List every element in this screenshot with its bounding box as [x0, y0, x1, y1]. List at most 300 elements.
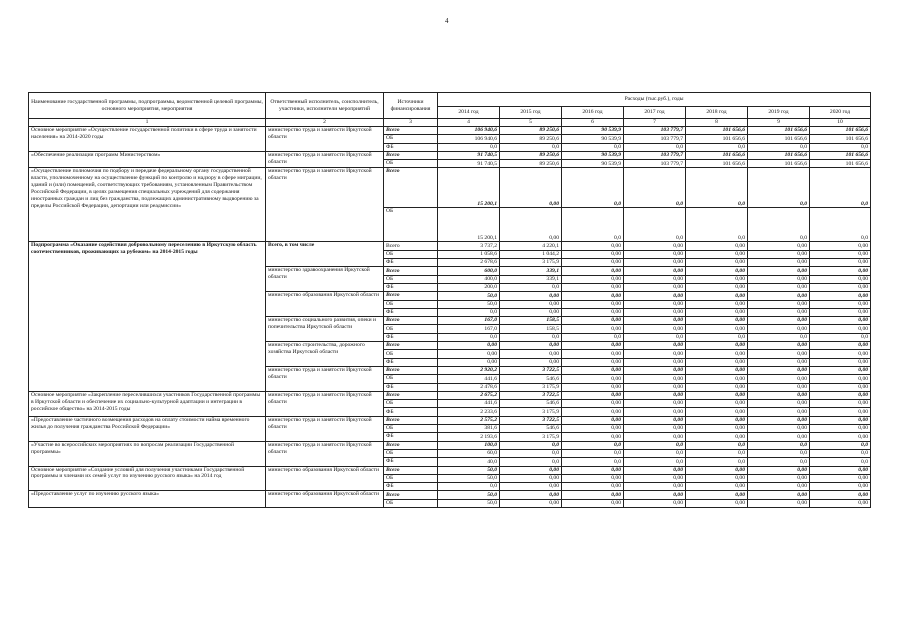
expense-value: 0,00 [810, 259, 871, 267]
expense-value: 0,00 [562, 383, 624, 391]
expense-value: 103 779,7 [624, 127, 686, 135]
expense-value: 2 920,2 [438, 366, 500, 374]
expense-value: 0,00 [562, 416, 624, 424]
expense-value: 0,00 [624, 375, 686, 383]
expense-value: 0,0 [624, 458, 686, 466]
expense-value: 0,00 [686, 350, 748, 358]
expense-value: 0,00 [686, 474, 748, 482]
expense-value: 0,0 [500, 333, 562, 341]
expense-value: 0,00 [500, 308, 562, 316]
expense-value: 2 678,6 [438, 259, 500, 267]
header-year: 2014 год [438, 107, 500, 119]
expense-value: 0,00 [624, 491, 686, 499]
expense-value: 89 250,6 [500, 160, 562, 168]
expense-value: 0,00 [624, 308, 686, 316]
expense-value: 0,00 [624, 499, 686, 507]
funding-source: Всего [384, 491, 438, 499]
expense-value: 0,00 [748, 499, 810, 507]
funding-source: ОБ [384, 449, 438, 457]
expense-value: 0,00 [562, 408, 624, 416]
expense-value: 0,0 [500, 441, 562, 449]
expense-value: 0,00 [686, 491, 748, 499]
expense-value: 0,00 [686, 250, 748, 258]
header-year: 2020 год [810, 107, 871, 119]
expense-value: 0,00 [810, 300, 871, 308]
expense-value: 0,00 [810, 283, 871, 291]
expense-value: 0,00 [810, 499, 871, 507]
expense-value: 339,1 [500, 267, 562, 275]
expense-value: 0,00 [810, 342, 871, 350]
expense-value: 2 675,2 [438, 391, 500, 399]
funding-source: ОБ [384, 474, 438, 482]
expense-value: 0,00 [686, 259, 748, 267]
expense-value: 0,00 [748, 267, 810, 275]
expense-value: 167,0 [438, 325, 500, 333]
expense-value: 0,0 [624, 449, 686, 457]
expense-value: 3 175,9 [500, 408, 562, 416]
expense-value: 0,00 [562, 391, 624, 399]
expense-value: 50,0 [438, 466, 500, 474]
expense-value: 167,0 [438, 317, 500, 325]
expense-value: 0,00 [500, 474, 562, 482]
expense-value: 441,6 [438, 375, 500, 383]
expense-value: 0,00 [500, 491, 562, 499]
expense-value: 0,0 [748, 449, 810, 457]
expense-value: 101 656,6 [748, 127, 810, 135]
expense-value: 0,00 [686, 499, 748, 507]
expense-value: 0,0 [438, 143, 500, 151]
funding-source: Всего [384, 391, 438, 399]
item-name: «Предоставление частичного возмещения расходов на оплату стоимости найма временного жилья до получения гражданства Российской Федерации» [29, 416, 266, 441]
table-row [29, 151, 871, 159]
expense-value: 400,0 [438, 275, 500, 283]
item-executor: Всего, в том числе [266, 242, 384, 267]
expense-value: 0,00 [562, 499, 624, 507]
expense-value: 0,0 [810, 449, 871, 457]
expense-value: 0,0 [686, 333, 748, 341]
column-number: 1 [29, 119, 266, 127]
expense-value: 0,00 [686, 425, 748, 433]
expense-value: 0,00 [562, 433, 624, 441]
expense-value: 3 722,5 [500, 366, 562, 374]
funding-source: ФБ [384, 458, 438, 466]
expense-value: 0,00 [562, 267, 624, 275]
expense-value: 4 220,1 [500, 242, 562, 250]
expense-value: 0,00 [748, 474, 810, 482]
expense-value: 600,0 [438, 267, 500, 275]
expense-value: 0,00 [686, 325, 748, 333]
expense-value: 0,00 [748, 308, 810, 316]
expense-value: 0,00 [562, 483, 624, 491]
expense-value: 101 656,6 [748, 151, 810, 159]
expense-value: 381,6 [438, 425, 500, 433]
expense-value: 0,00 [810, 383, 871, 391]
expense-value: 0,00 [624, 292, 686, 300]
expense-value: 50,0 [438, 499, 500, 507]
expense-value: 101 656,6 [686, 151, 748, 159]
expense-value: 0,00 [500, 499, 562, 507]
expense-value: 101 656,6 [810, 160, 871, 168]
expense-value: 0,00 [748, 283, 810, 291]
expense-value: 0,00 [686, 391, 748, 399]
funding-source: ФБ [384, 308, 438, 316]
budget-table [28, 92, 871, 508]
column-number: 2 [266, 119, 384, 127]
expense-value: 0,00 [562, 308, 624, 316]
expense-value: 0,00 [810, 275, 871, 283]
expense-value: 0,00 [686, 283, 748, 291]
expense-value: 0,00 [500, 208, 562, 242]
expense-value: 0,00 [562, 250, 624, 258]
expense-value: 0,00 [810, 375, 871, 383]
expense-value: 0,00 [562, 275, 624, 283]
expense-value: 0,00 [562, 242, 624, 250]
expense-value: 0,0 [686, 441, 748, 449]
item-name: Подпрограмма «Оказание содействия добровольному переселению в Иркутскую область соотечественников, проживающих за рубежом» на 2014-2015 годы [29, 242, 266, 391]
expense-value: 0,00 [748, 391, 810, 399]
expense-value: 0,0 [686, 143, 748, 151]
expense-value: 0,00 [686, 400, 748, 408]
expense-value: 0,00 [810, 391, 871, 399]
expense-value: 339,1 [500, 275, 562, 283]
expense-value: 0,00 [500, 466, 562, 474]
funding-source: ОБ [384, 250, 438, 258]
header-year: 2015 год [500, 107, 562, 119]
funding-source: ОБ [384, 135, 438, 143]
expense-value: 103 779,7 [624, 160, 686, 168]
expense-value: 0,0 [562, 143, 624, 151]
item-executor: министерство труда и занятости Иркутской области [266, 127, 384, 152]
expense-value: 0,0 [438, 483, 500, 491]
column-number: 5 [500, 119, 562, 127]
expense-value: 546,6 [500, 400, 562, 408]
expense-value: 0,00 [500, 292, 562, 300]
expense-value: 0,00 [686, 308, 748, 316]
table-row [29, 242, 871, 250]
expense-value: 101 656,6 [686, 135, 748, 143]
funding-source: ФБ [384, 259, 438, 267]
expense-value: 0,0 [748, 208, 810, 242]
funding-source: ОБ [384, 400, 438, 408]
item-name: «Участие во всероссийских мероприятиях по вопросам реализации Государственной программы» [29, 441, 266, 466]
expense-value: 91 740,5 [438, 151, 500, 159]
expense-value: 0,0 [562, 458, 624, 466]
expense-value: 0,00 [748, 400, 810, 408]
item-name: «Предоставление услуг по изучению русского языка» [29, 491, 266, 508]
funding-source: ФБ [384, 433, 438, 441]
expense-value: 0,0 [810, 208, 871, 242]
header-year: 2017 год [624, 107, 686, 119]
expense-value: 0,00 [624, 259, 686, 267]
expense-value: 2 478,6 [438, 383, 500, 391]
expense-value: 0,00 [624, 433, 686, 441]
expense-value: 1 044,2 [500, 250, 562, 258]
expense-value: 0,00 [624, 425, 686, 433]
expense-value: 0,0 [500, 143, 562, 151]
expense-value: 0,00 [624, 474, 686, 482]
expense-value: 0,00 [810, 466, 871, 474]
expense-value: 0,00 [438, 342, 500, 350]
item-name: «Осуществление полномочия по подбору и передаче федеральному органу государственной власти, уполномоченному на осуществление функций по контролю и надзору в сфере миграции, зданий и (или) помещений, соответствующих требованиям, установленным Правительством Российской Федерации, в целях размещения специальных учреждений для содержания иностранных граждан и лиц без гражданства, подлежащих административному выдворению за пределы Российской Федерации, депортации или реадмиссии» [29, 168, 266, 242]
item-executor: министерство труда и занятости Иркутской области [266, 416, 384, 441]
header-source: Источники финансирования [384, 93, 438, 119]
expense-value: 200,0 [438, 283, 500, 291]
table-row [29, 416, 871, 424]
expense-value: 0,0 [686, 168, 748, 208]
table-body [29, 127, 871, 508]
expense-value: 0,0 [562, 449, 624, 457]
expense-value: 0,00 [748, 466, 810, 474]
expense-value: 0,00 [810, 242, 871, 250]
expense-value: 0,00 [624, 300, 686, 308]
expense-value: 0,0 [562, 441, 624, 449]
expense-value: 3 722,5 [500, 416, 562, 424]
expense-value: 0,00 [686, 483, 748, 491]
expense-value: 0,00 [624, 242, 686, 250]
expense-value: 15 200,1 [438, 168, 500, 208]
expense-value: 0,0 [810, 143, 871, 151]
expense-value: 0,0 [810, 458, 871, 466]
item-executor: министерство труда и занятости Иркутской области [266, 391, 384, 416]
item-name: Основное мероприятие «Осуществление государственной политики в сфере труда и занятости населения» на 2014-2020 годы [29, 127, 266, 152]
funding-source: ФБ [384, 358, 438, 366]
expense-value: 103 779,7 [624, 135, 686, 143]
expense-value: 0,00 [562, 259, 624, 267]
expense-value: 0,00 [810, 425, 871, 433]
expense-value: 1 058,6 [438, 250, 500, 258]
expense-value: 60,0 [438, 449, 500, 457]
expense-value: 101 656,6 [686, 160, 748, 168]
funding-source: ФБ [384, 408, 438, 416]
item-executor: министерство труда и занятости Иркутской области [266, 151, 384, 168]
expense-value: 546,6 [500, 425, 562, 433]
expense-value: 0,00 [624, 483, 686, 491]
item-name: Основное мероприятие «Закрепление переселившихся участников Государственной программы в Иркутской области и обеспечение их социально-культурной адаптации и интеграции в российское общество» на 2014-2015 годы [29, 391, 266, 416]
expense-value: 0,00 [810, 400, 871, 408]
funding-source: ФБ [384, 283, 438, 291]
expense-value: 3 175,9 [500, 383, 562, 391]
funding-source: ОБ [384, 300, 438, 308]
expense-value: 0,00 [748, 433, 810, 441]
expense-value: 0,00 [438, 350, 500, 358]
expense-value: 0,00 [748, 300, 810, 308]
table-row [29, 491, 871, 499]
expense-value: 0,00 [562, 375, 624, 383]
expense-value: 0,00 [686, 300, 748, 308]
expense-value: 0,00 [686, 416, 748, 424]
expense-value: 0,00 [562, 317, 624, 325]
expense-value: 2 233,6 [438, 408, 500, 416]
expense-value: 0,0 [748, 143, 810, 151]
funding-source: Всего [384, 416, 438, 424]
expense-value: 0,00 [624, 275, 686, 283]
expense-value: 101 656,6 [810, 127, 871, 135]
expense-value: 0,00 [562, 342, 624, 350]
expense-value: 0,00 [562, 292, 624, 300]
expense-value: 0,00 [686, 317, 748, 325]
expense-value: 0,00 [624, 383, 686, 391]
expense-value: 0,00 [686, 292, 748, 300]
column-number: 10 [810, 119, 871, 127]
expense-value: 0,00 [748, 383, 810, 391]
expense-value: 0,00 [810, 416, 871, 424]
expense-value: 0,0 [500, 449, 562, 457]
expense-value: 103 779,7 [624, 151, 686, 159]
expense-value: 0,00 [810, 366, 871, 374]
expense-value: 0,00 [810, 350, 871, 358]
expense-value: 0,0 [500, 283, 562, 291]
expense-value: 3 722,5 [500, 391, 562, 399]
expense-value: 0,00 [686, 466, 748, 474]
expense-value: 0,00 [624, 466, 686, 474]
funding-source: ОБ [384, 375, 438, 383]
expense-value: 0,00 [810, 250, 871, 258]
expense-value: 90 539,9 [562, 160, 624, 168]
expense-value: 0,00 [748, 275, 810, 283]
expense-value: 0,0 [686, 458, 748, 466]
expense-value: 0,00 [748, 375, 810, 383]
expense-value: 0,00 [624, 350, 686, 358]
expense-value: 0,00 [810, 491, 871, 499]
expense-value: 0,00 [686, 408, 748, 416]
item-executor: министерство образования Иркутской области [266, 292, 384, 317]
item-name: «Обеспечение реализации программ Министерством» [29, 151, 266, 168]
expense-value: 0,0 [810, 441, 871, 449]
header-year: 2016 год [562, 107, 624, 119]
expense-value: 158,5 [500, 317, 562, 325]
expense-value: 546,6 [500, 375, 562, 383]
expense-value: 3 175,9 [500, 259, 562, 267]
expense-value: 106 940,6 [438, 127, 500, 135]
expense-value: 0,00 [748, 366, 810, 374]
expense-value: 0,00 [748, 416, 810, 424]
table-row [29, 168, 871, 208]
expense-value: 0,0 [562, 168, 624, 208]
column-number: 7 [624, 119, 686, 127]
expense-value: 0,00 [748, 242, 810, 250]
expense-value: 0,00 [686, 267, 748, 275]
funding-source: Всего [384, 127, 438, 135]
expense-value: 0,00 [810, 483, 871, 491]
expense-value: 0,00 [748, 483, 810, 491]
funding-source: Всего [384, 342, 438, 350]
table-row [29, 391, 871, 399]
expense-value: 0,00 [748, 358, 810, 366]
expense-value: 0,00 [562, 491, 624, 499]
expense-value: 0,0 [810, 333, 871, 341]
expense-value: 0,00 [748, 292, 810, 300]
expense-value: 101 656,6 [686, 127, 748, 135]
expense-value: 0,00 [624, 391, 686, 399]
funding-source: ФБ [384, 143, 438, 151]
expense-value: 0,0 [686, 208, 748, 242]
expense-value: 0,00 [748, 250, 810, 258]
expense-value: 0,0 [748, 458, 810, 466]
expense-value: 90 539,9 [562, 127, 624, 135]
expense-value: 0,00 [624, 342, 686, 350]
expense-value: 0,0 [624, 168, 686, 208]
expense-value: 0,00 [748, 408, 810, 416]
header-year: 2019 год [748, 107, 810, 119]
table-row [29, 441, 871, 449]
expense-value: 50,0 [438, 474, 500, 482]
expense-value: 0,0 [810, 168, 871, 208]
expense-value: 0,00 [562, 466, 624, 474]
funding-source: Всего [384, 242, 438, 250]
expense-value: 0,00 [686, 433, 748, 441]
expense-value: 50,0 [438, 491, 500, 499]
expense-value: 89 250,6 [500, 135, 562, 143]
column-number: 8 [686, 119, 748, 127]
table-row [29, 466, 871, 474]
expense-value: 2 575,2 [438, 416, 500, 424]
expense-value: 0,0 [686, 449, 748, 457]
item-executor: министерство социального развития, опеки и попечительства Иркутской области [266, 317, 384, 342]
expense-value: 0,00 [624, 267, 686, 275]
expense-value: 50,0 [438, 300, 500, 308]
expense-value: 0,00 [624, 366, 686, 374]
expense-value: 101 656,6 [748, 135, 810, 143]
expense-value: 0,00 [562, 300, 624, 308]
expense-value: 0,00 [500, 300, 562, 308]
expense-value: 3 175,9 [500, 433, 562, 441]
funding-source: ОБ [384, 350, 438, 358]
expense-value: 0,00 [686, 342, 748, 350]
expense-value: 0,00 [500, 483, 562, 491]
funding-source: Всего [384, 292, 438, 300]
expense-value: 50,0 [438, 292, 500, 300]
expense-value: 0,00 [500, 168, 562, 208]
expense-value: 0,00 [748, 350, 810, 358]
expense-value: 0,00 [748, 325, 810, 333]
expense-value: 2 193,6 [438, 433, 500, 441]
funding-source: ОБ [384, 499, 438, 507]
expense-value: 0,00 [686, 383, 748, 391]
funding-source: ФБ [384, 483, 438, 491]
column-number: 4 [438, 119, 500, 127]
funding-source: ОБ [384, 275, 438, 283]
expense-value: 0,0 [438, 308, 500, 316]
column-number: 6 [562, 119, 624, 127]
expense-value: 0,00 [686, 242, 748, 250]
expense-value: 0,00 [810, 358, 871, 366]
expense-value: 0,00 [686, 275, 748, 283]
header-name: Наименование государственной программы, подпрограммы, ведомственной целевой программы, основного мероприятия, мероприятия [29, 93, 266, 119]
expense-value: 0,0 [624, 143, 686, 151]
expense-value: 3 737,2 [438, 242, 500, 250]
expense-value: 0,0 [500, 458, 562, 466]
expense-value: 0,00 [562, 400, 624, 408]
expense-value: 0,00 [562, 350, 624, 358]
expense-value: 0,00 [686, 366, 748, 374]
column-number: 9 [748, 119, 810, 127]
expense-value: 0,0 [748, 168, 810, 208]
expense-value: 0,00 [562, 325, 624, 333]
expense-value: 158,5 [500, 325, 562, 333]
table-row [29, 127, 871, 135]
expense-value: 0,00 [624, 317, 686, 325]
header-year: 2018 год [686, 107, 748, 119]
table-header [29, 93, 871, 127]
expense-value: 0,00 [562, 474, 624, 482]
funding-source: Всего [384, 466, 438, 474]
expense-value: 0,00 [810, 325, 871, 333]
expense-value: 0,00 [562, 283, 624, 291]
funding-source: Всего [384, 151, 438, 159]
expense-value: 101 656,6 [748, 160, 810, 168]
expense-value: 0,00 [562, 366, 624, 374]
funding-source: Всего [384, 168, 438, 208]
